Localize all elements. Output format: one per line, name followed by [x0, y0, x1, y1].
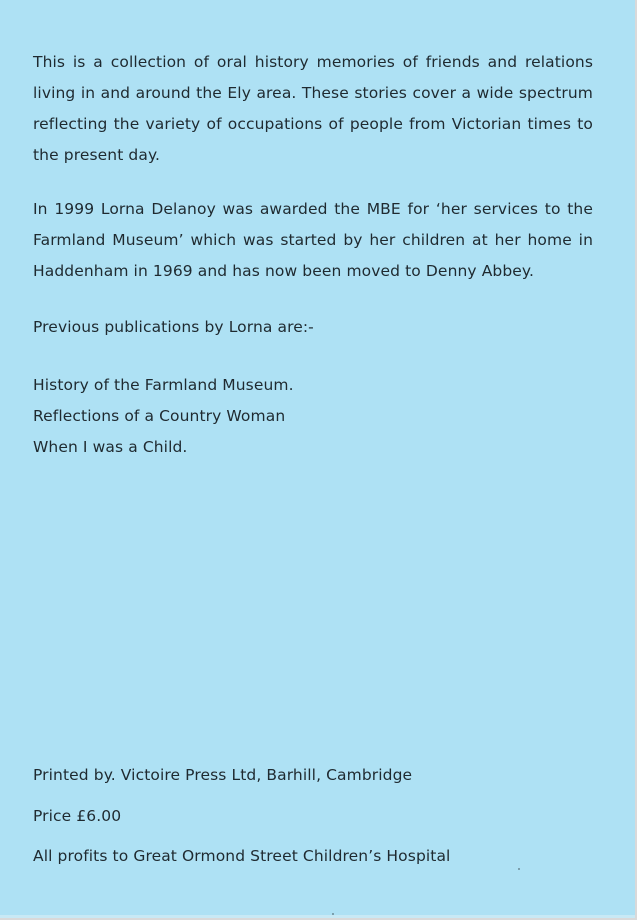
- price-label: Price £6.00: [33, 807, 122, 825]
- award-paragraph: In 1999 Lorna Delanoy was awarded the MBE for ‘her services to the Farmland Museum’ which was started by her children at her home in Haddenham in 1969 and has now been moved to Denny Abbey.: [33, 200, 593, 280]
- publications-heading: Previous publications by Lorna are:-: [33, 318, 314, 336]
- paper-speck: [518, 868, 520, 870]
- printer-credit: Printed by. Victoire Press Ltd, Barhill, Cambridge: [33, 766, 413, 784]
- charity-note: All profits to Great Ormond Street Children’s Hospital: [33, 847, 451, 865]
- page-edge: [0, 915, 635, 918]
- publication-item: History of the Farmland Museum.: [33, 376, 294, 394]
- publication-item: When I was a Child.: [33, 438, 188, 456]
- intro-paragraph: This is a collection of oral history memories of friends and relations living in and around the Ely area. These stories cover a wide spectrum reflecting the variety of occupations of people from Victorian times to the present day.: [33, 53, 593, 164]
- publication-item: Reflections of a Country Woman: [33, 407, 286, 425]
